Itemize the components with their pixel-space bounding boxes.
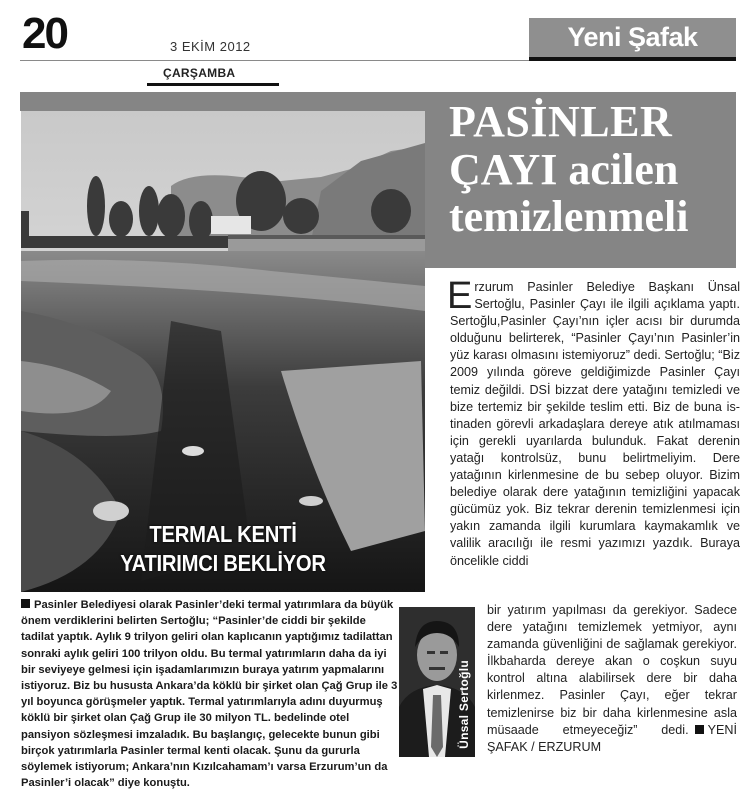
headline-line-3: temizlenmeli bbox=[449, 192, 689, 242]
bullet-square-icon bbox=[21, 599, 30, 608]
issue-weekday: ÇARŞAMBA bbox=[163, 66, 236, 80]
sidebar-article bbox=[21, 597, 399, 791]
signature-square-icon bbox=[695, 725, 704, 734]
newspaper-logo bbox=[529, 18, 736, 61]
photo-caption-line-1: TERMAL KENTİ bbox=[149, 521, 297, 547]
logo-text: Yeni Şafak bbox=[567, 22, 698, 52]
portrait-label: Ünsal Sertoğlu bbox=[457, 660, 471, 749]
photo-caption-line-2: YATIRIMCI BEKLİYOR bbox=[120, 550, 326, 577]
headline bbox=[449, 98, 739, 241]
weekday-underline bbox=[147, 83, 279, 86]
sidebar-article-text: Pasinler Belediyesi olarak Pasinler’deki termal yatırımlara da büyük önem verdiklerini belirten Sertoğlu; “Pasinler’de ciddi bir şekilde tadilat yaptık. Aylık 9 trilyon geliri olan kaplıcanın yaptığımız tadilattan sonraki aylık geliri 100 trilyon oldu. Bu termal yatırımların daha da iyi bir seviyeye gelmesi için işadamlarımızın buraya yatırım yapmalarını istiyoruz. Biz bu hususta Ankara’da köklü bir şirket olan Çağ Grup ile 3 yıl boyunca görüşmeler yaptık. Termal yatırımlarıyla adını duyurmuş köklü bir şirket olan Çağ Grup ile 30 milyon TL. bedelinde otel pansiyon sözleşmesi imzaladık. Bu başlangıç, gelecekte bunun gibi birçok yatırımlarla Pasinler termal kenti olacak. Şunu da gururla söylemek istiyorum; Ankara’nın Kızılcahamam’ı varsa Erzurum’un da Pasinler’i olacak” diye konuştu. bbox=[21, 599, 398, 790]
masthead-divider bbox=[20, 60, 530, 61]
article-body bbox=[447, 275, 740, 570]
issue-date: 3 EKİM 2012 bbox=[170, 39, 251, 54]
article-signature: YENİ ŞAFAK / ERZURUM bbox=[487, 722, 737, 754]
drop-cap: E bbox=[447, 275, 473, 317]
portrait-photo bbox=[399, 607, 475, 757]
headline-line-2: ÇAYI acilen bbox=[449, 144, 679, 194]
article-body-continued bbox=[487, 602, 737, 756]
article-body-text: rzurum Pasinler Belediye Başkanı Ünsal Sertoğlu, Pasinler Çayı ile ilgili açıklama yaptı. Sertoğlu,Pasinler Çayı’nın içler acısı bir durumda olduğunu belirterek, “Pasinler Çayı’nın Pasinler’in yüz karası olmasını istemiyoruz” dedi. Sertoğlu; “Biz 2009 yılında göreve geldiğimizde Pasinler Çayı temiz değildi. DSİ bizzat dere yatağını temizledi ve bize tertemiz bir şekilde teslim etti. Biz de buna istinaden görevli arkadaşlara dereye atık atılmaması için gerekli uyarılarda bulunduk. Fakat derenin yatağı kontrolsüz, bunu belirtmeliyim. Dere yatağının kirlenmesine de bu sebep oluyor. Bizim belediye olarak dere yatağının temizliğini yapacak gücümüz yok. Biz tekrar derenin temizlenmesi için yakın zamanda ilgili kurumlara kaymakamlık ve valilik aracılığı ile resmi yazımızı yazdık. Buraya öncelikle ciddi bbox=[450, 280, 740, 568]
photo-caption bbox=[45, 520, 401, 579]
article-continuation-text: bir yatırım yapılması da gerekiyor. Sadece dere yatağını temizlemek yetmiyor, aynı zamanda güvenliğini de sağlamak gerekiyor. İlkbaharda dereye akan o coşkun suyu kontrol altına alabilirsek dere bir daha kirlenmez. Pasinler Çayı, eğer tekrar temizlenirse biz bir daha kirlenmesine asla müsaade etmeyeceğiz” dedi. bbox=[487, 603, 737, 737]
headline-line-1: PASİNLER bbox=[449, 97, 673, 146]
page-number: 20 bbox=[22, 9, 67, 58]
